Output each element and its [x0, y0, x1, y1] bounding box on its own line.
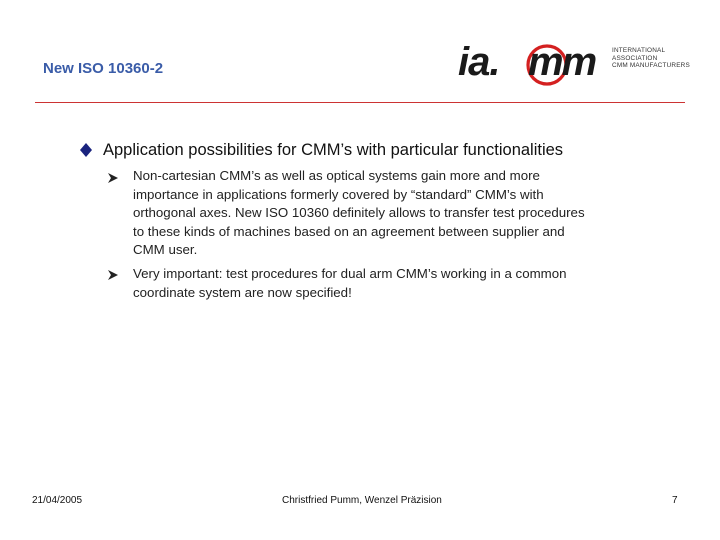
footer-date: 21/04/2005	[32, 495, 83, 506]
iacmm-logo	[458, 40, 688, 85]
sub-bullet-2-line: coordinate system are now specified!	[133, 284, 352, 300]
logo-line-3: CMM MANUFACTURERS	[612, 62, 690, 69]
sub-bullet-2	[133, 265, 693, 302]
logo-line-2: ASSOCIATION	[612, 54, 658, 62]
diamond-bullet-icon	[80, 143, 92, 157]
logo-ia-text: ia.	[458, 40, 500, 84]
sub-bullet-1	[133, 167, 693, 260]
arrow-bullet-icon	[108, 270, 118, 280]
sub-bullet-1-line: to these kinds of machines based on an agreement between supplier and	[133, 223, 565, 239]
logo-association-text	[612, 47, 690, 70]
main-bullet-text: Application possibilities for CMM’s with particular functionalities	[103, 141, 564, 159]
sub-bullet-1-line: CMM user.	[133, 242, 198, 257]
sub-bullet-1-line: orthogonal axes. New ISO 10360 definitely allows to transfer test procedures	[133, 205, 585, 220]
logo-line-1: INTERNATIONAL	[612, 47, 666, 54]
sub-bullet-1-line: Non-cartesian CMM’s as well as optical systems gain more and more	[133, 168, 540, 183]
footer-author: Christfried Pumm, Wenzel Präzision	[282, 495, 442, 506]
sub-bullet-1-line: importance in applications formerly covered by “standard” CMM’s with	[133, 186, 544, 202]
arrow-bullet-icon	[108, 173, 118, 183]
footer-page-number: 7	[672, 495, 678, 506]
logo-mm-text: mm	[528, 40, 596, 84]
title-divider	[35, 102, 685, 103]
slide-title: New ISO 10360-2	[43, 60, 164, 77]
sub-bullet-2-line: Very important: test procedures for dual arm CMM’s working in a common	[133, 266, 567, 281]
